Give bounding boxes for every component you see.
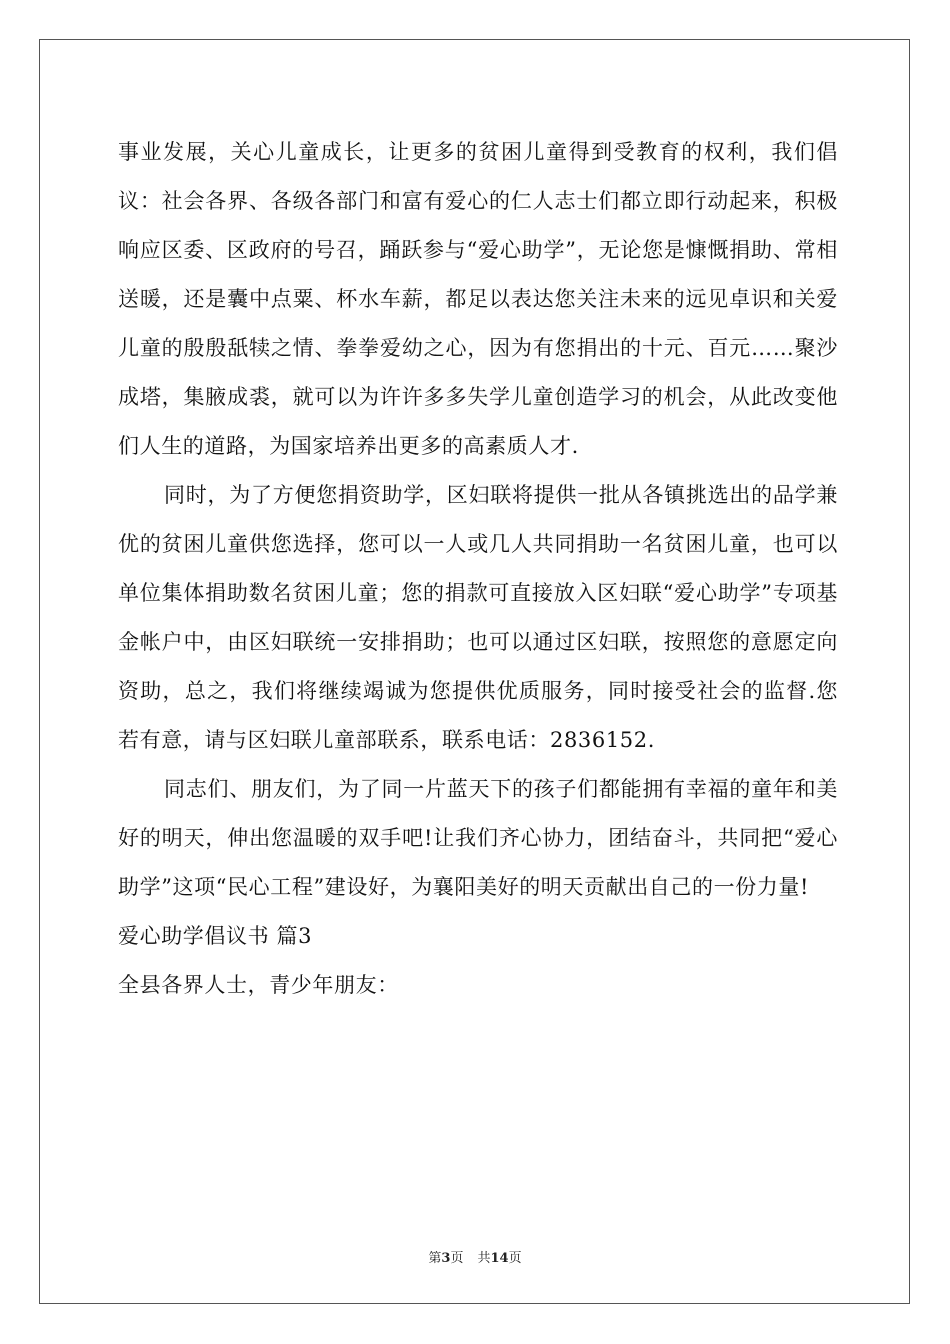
body-paragraph-1: 事业发展，关心儿童成长，让更多的贫困儿童得到受教育的权利，我们倡议：社会各界、各级各部门和富有爱心的仁人志士们都立即行动起来，积极响应区委、区政府的号召，踊跃参与“爱心助学”，无论您是慷慨捐助、常相送暖，还是囊中点粟、杯水车薪，都足以表达您关注未来的远见卓识和关爱儿童的殷殷舐犊之情、拳拳爱幼之心，因为有您捐出的十元、百元……聚沙成塔，集腋成裘，就可以为许许多多失学儿童创造学习的机会，从此改变他们人生的道路，为国家培养出更多的高素质人才. (118, 140, 838, 458)
footer-total-suffix: 页 (508, 1251, 522, 1266)
page-footer (0, 1247, 950, 1266)
body-paragraph-3: 同志们、朋友们，为了同一片蓝天下的孩子们都能拥有幸福的童年和美好的明天，伸出您温暖的双手吧!让我们齐心协力，团结奋斗，共同把“爱心助学”这项“民心工程”建设好，为襄阳美好的明天贡献出自己的一份力量! (118, 777, 838, 899)
document-body (118, 128, 838, 1010)
section-title: 爱心助学倡议书 篇3 (118, 924, 313, 948)
footer-page-number: 3 (441, 1251, 451, 1266)
footer-total-prefix: 共 (477, 1251, 491, 1266)
salutation: 全县各界人士，青少年朋友： (118, 973, 399, 997)
footer-page-prefix: 第 (428, 1251, 442, 1266)
footer-page-suffix: 页 (450, 1251, 464, 1266)
footer-total-number: 14 (490, 1251, 509, 1266)
body-paragraph-2: 同时，为了方便您捐资助学，区妇联将提供一批从各镇挑选出的品学兼优的贫困儿童供您选择，您可以一人或几人共同捐助一名贫困儿童，也可以单位集体捐助数名贫困儿童；您的捐款可直接放入区妇联“爱心助学”专项基金帐户中，由区妇联统一安排捐助；也可以通过区妇联，按照您的意愿定向资助，总之，我们将继续竭诚为您提供优质服务，同时接受社会的监督.您若有意，请与区妇联儿童部联系，联系电话：2836152. (118, 483, 838, 752)
